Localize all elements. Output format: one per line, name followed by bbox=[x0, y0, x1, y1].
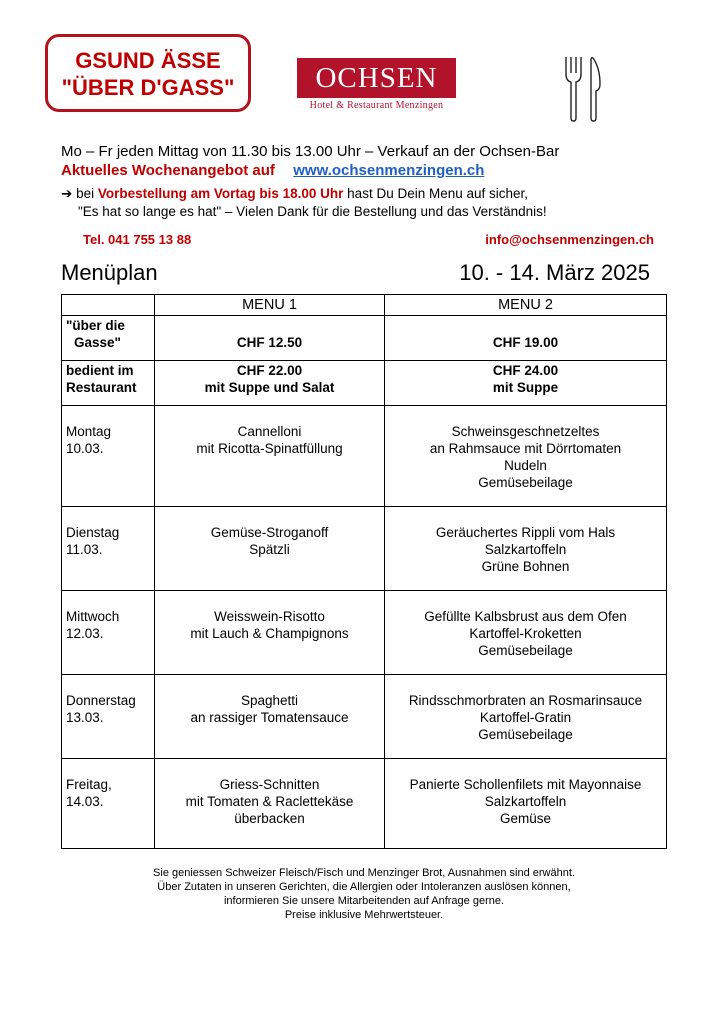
preorder-post: hast Du Dein Menu auf sicher, bbox=[343, 186, 529, 201]
menu-1-dish bbox=[155, 759, 385, 849]
arrow-right-icon: ➔ bbox=[61, 186, 73, 201]
day-cell bbox=[62, 759, 155, 849]
dish-line: Weisswein-Risotto bbox=[214, 609, 325, 624]
dish-line: Griess-Schnitten bbox=[219, 777, 320, 792]
day-cell bbox=[62, 507, 155, 591]
menu-day-row bbox=[62, 507, 667, 591]
day-name: Mittwoch bbox=[66, 609, 120, 624]
badge-line-2: "ÜBER D'GASS" bbox=[61, 75, 235, 100]
day-date: 14.03. bbox=[66, 794, 104, 809]
preorder-line bbox=[61, 186, 528, 202]
dish-line: Spaghetti bbox=[240, 693, 299, 708]
dish-line: Gemüsebeilage bbox=[478, 727, 573, 742]
menu-1-dish bbox=[155, 507, 385, 591]
price-label-line-1: "über die bbox=[66, 318, 125, 333]
menu-2-dish bbox=[385, 759, 667, 849]
dish-line: mit Tomaten & Raclettekäse bbox=[185, 794, 354, 809]
price-label-cell bbox=[62, 316, 155, 361]
header-empty-cell bbox=[62, 295, 155, 316]
menu-table bbox=[61, 294, 667, 849]
thank-you-text: "Es hat so lange es hat" – Vielen Dank für die Bestellung und das Verständnis! bbox=[78, 204, 547, 219]
dish-line: Salzkartoffeln bbox=[484, 794, 567, 809]
footer-line: Sie geniessen Schweizer Fleisch/Fisch und Menzinger Brot, Ausnahmen sind erwähnt. bbox=[153, 867, 575, 879]
price-note: mit Suppe bbox=[492, 380, 559, 395]
dish-line: Gemüse bbox=[499, 811, 552, 826]
menu-day-row bbox=[62, 406, 667, 507]
price-label-line-2: Restaurant bbox=[66, 380, 137, 395]
footer-line: Preise inklusive Mehrwertsteuer. bbox=[284, 909, 444, 921]
dish-line: Gefüllte Kalbsbrust aus dem Ofen bbox=[424, 609, 627, 624]
weekly-offer-line bbox=[61, 162, 484, 179]
dish-line: Cannelloni bbox=[237, 424, 302, 439]
preorder-highlight: Vorbestellung am Vortag bis 18.00 Uhr bbox=[97, 186, 344, 201]
menu-day-row bbox=[62, 759, 667, 849]
price-menu-2 bbox=[385, 361, 667, 406]
opening-hours-text: Mo – Fr jeden Mittag von 11.30 bis 13.00 Uhr – Verkauf an der Ochsen-Bar bbox=[61, 143, 560, 160]
dish-line: Gemüsebeilage bbox=[478, 643, 573, 658]
price-label-cell bbox=[62, 361, 155, 406]
page-title: Menüplan bbox=[61, 260, 158, 285]
dish-line: Nudeln bbox=[504, 458, 547, 473]
dish-line: Gemüsebeilage bbox=[478, 475, 573, 490]
menu-day-row bbox=[62, 675, 667, 759]
dish-line: mit Ricotta-Spinatfüllung bbox=[196, 441, 343, 456]
phone-number[interactable]: Tel. 041 755 13 88 bbox=[83, 232, 192, 247]
header-menu-2: MENU 2 bbox=[385, 295, 667, 316]
price-label-line-2: Gasse" bbox=[74, 335, 121, 350]
price-label-line-1: bedient im bbox=[66, 363, 134, 378]
dish-line: Schweinsgeschnetzeltes bbox=[451, 424, 600, 439]
dish-line: Rindsschmorbraten an Rosmarinsauce bbox=[408, 693, 643, 708]
day-rows bbox=[62, 406, 667, 849]
day-date: 11.03. bbox=[66, 542, 103, 557]
menu-2-dish bbox=[385, 675, 667, 759]
menu-1-dish bbox=[155, 406, 385, 507]
menu-day-row bbox=[62, 591, 667, 675]
dish-line: an Rahmsauce mit Dörrtomaten bbox=[429, 441, 622, 456]
price-menu-1 bbox=[155, 361, 385, 406]
dish-line: Grüne Bohnen bbox=[481, 559, 570, 574]
dish-line: Panierte Schollenfilets mit Mayonnaise bbox=[409, 777, 642, 792]
preorder-pre: bei bbox=[72, 186, 98, 201]
weekly-offer-label: Aktuelles Wochenangebot auf bbox=[61, 162, 275, 179]
day-name: Dienstag bbox=[66, 525, 120, 540]
week-dates: 10. - 14. März 2025 bbox=[459, 260, 650, 285]
dish-line: Kartoffel-Gratin bbox=[479, 710, 572, 725]
price-menu-1: CHF 12.50 bbox=[155, 316, 385, 361]
dish-line: mit Lauch & Champignons bbox=[190, 626, 349, 641]
day-date: 12.03. bbox=[66, 626, 104, 641]
menu-2-dish bbox=[385, 507, 667, 591]
badge-line-1: GSUND ÄSSE bbox=[75, 48, 221, 73]
ochsen-logo: OCHSEN bbox=[297, 58, 456, 98]
website-link[interactable]: www.ochsenmenzingen.ch bbox=[293, 162, 485, 179]
header-menu-1: MENU 1 bbox=[155, 295, 385, 316]
day-name: Freitag, bbox=[66, 777, 112, 792]
price-value: CHF 22.00 bbox=[236, 363, 303, 378]
price-row-takeaway bbox=[62, 316, 667, 361]
day-date: 10.03. bbox=[66, 441, 104, 456]
price-row-restaurant bbox=[62, 361, 667, 406]
day-cell bbox=[62, 591, 155, 675]
price-menu-2: CHF 19.00 bbox=[385, 316, 667, 361]
footer-notes bbox=[61, 866, 667, 922]
day-date: 13.03. bbox=[66, 710, 104, 725]
footer-line: Über Zutaten in unseren Gerichten, die Allergien oder Intoleranzen auslösen können, bbox=[157, 881, 571, 893]
price-note: mit Suppe und Salat bbox=[204, 380, 335, 395]
menu-2-dish bbox=[385, 406, 667, 507]
dish-line: an rassiger Tomatensauce bbox=[190, 710, 349, 725]
dish-line: überbacken bbox=[234, 811, 305, 826]
footer-line: informieren Sie unsere Mitarbeitenden auf Anfrage gerne. bbox=[223, 895, 505, 907]
dish-line: Geräuchertes Rippli vom Hals bbox=[435, 525, 616, 540]
menu-1-dish bbox=[155, 591, 385, 675]
menu-1-dish bbox=[155, 675, 385, 759]
gsund-aesse-badge bbox=[45, 34, 251, 112]
day-name: Montag bbox=[66, 424, 112, 439]
dish-line: Salzkartoffeln bbox=[484, 542, 567, 557]
dish-line: Spätzli bbox=[249, 542, 290, 557]
table-header-row bbox=[62, 295, 667, 316]
day-cell bbox=[62, 675, 155, 759]
logo-tagline: Hotel & Restaurant Menzingen bbox=[309, 100, 444, 111]
price-value: CHF 24.00 bbox=[492, 363, 559, 378]
cutlery-icon bbox=[560, 54, 604, 124]
day-name: Donnerstag bbox=[66, 693, 136, 708]
dish-line: Kartoffel-Kroketten bbox=[469, 626, 582, 641]
dish-line: Gemüse-Stroganoff bbox=[210, 525, 329, 540]
day-cell bbox=[62, 406, 155, 507]
menu-2-dish bbox=[385, 591, 667, 675]
email-address[interactable]: info@ochsenmenzingen.ch bbox=[485, 232, 654, 247]
